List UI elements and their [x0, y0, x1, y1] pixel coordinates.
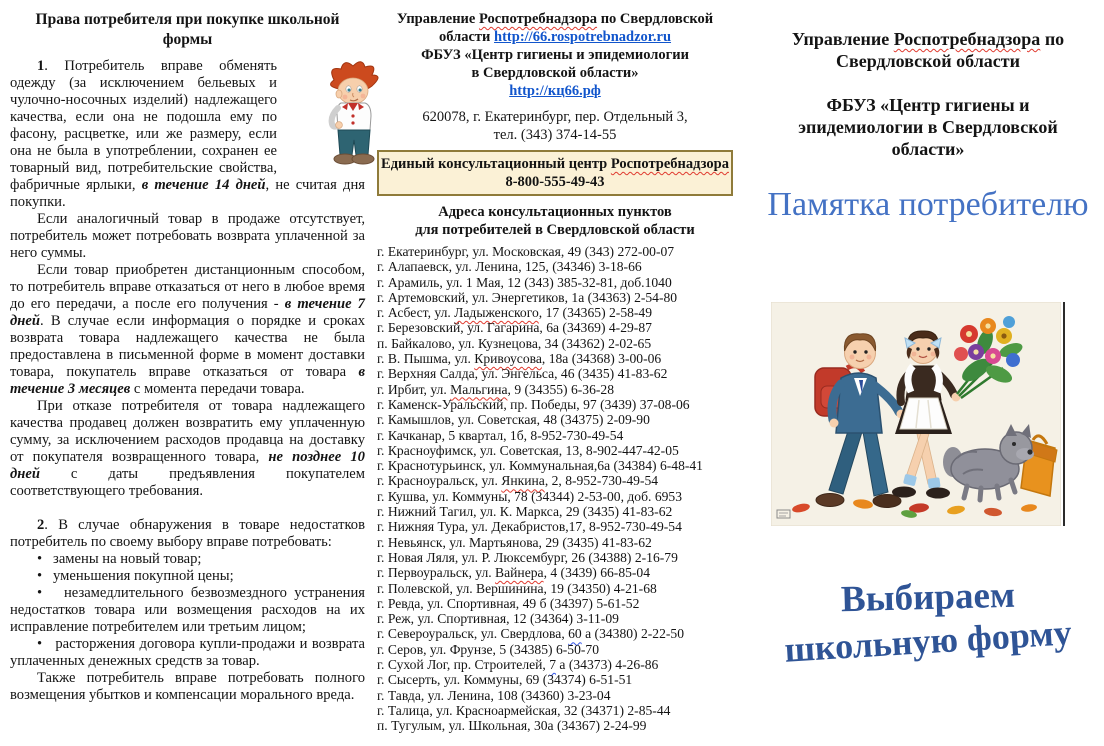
- postal-address-line: [377, 126, 733, 144]
- bullet-list: [10, 551, 365, 670]
- consultation-point-row: [377, 718, 733, 733]
- text-segment: Янкина: [501, 473, 545, 489]
- text-segment: , 2, 8-952-730-49-54: [544, 473, 659, 489]
- text-segment: Вайнера: [495, 565, 544, 581]
- text-segment: области»: [891, 139, 965, 159]
- text-segment: Если товар приобретен дистанционным способом, то потребитель вправе отказаться от него в любое время до его передачи, а после его получения -: [10, 262, 365, 312]
- text-segment: 2: [37, 517, 45, 533]
- text-segment: области: [438, 29, 495, 45]
- text-segment: • уменьшения покупной цены;: [37, 568, 234, 584]
- agency-header-line: [377, 82, 733, 100]
- text-segment: ФБУЗ «Центр гигиены и: [826, 95, 1030, 115]
- text-segment: п. Тугулым, ул. Школьная, 30а (34367) 2-24-99: [377, 718, 647, 734]
- paragraph-closing: [10, 670, 365, 704]
- text-segment: по Свердловской: [597, 11, 714, 27]
- text-segment: 1: [37, 58, 45, 74]
- text-segment: г. Краснотурьинск, ул. Коммунальная,6а (34384) 6-48-41: [377, 458, 703, 474]
- consultation-point-row: [377, 489, 733, 504]
- agency-header-line: [377, 46, 733, 64]
- text-segment: Мальгина: [450, 381, 508, 397]
- brochure-title-line2: школьную форму: [783, 612, 1073, 670]
- text-segment: не позднее 10 дней: [10, 449, 365, 482]
- text-segment: г. Березовский, ул. Гагарина, 6а (34369) 4-29-87: [377, 320, 652, 336]
- middle-column: [377, 10, 733, 734]
- consultation-point-row: [377, 428, 733, 443]
- brochure-title-line1: Выбираем: [840, 574, 1016, 621]
- text-segment: п. Байкалово, ул. Кузнецова, 34 (34362) 2-02-65: [377, 335, 652, 351]
- text-segment: Свердловской области: [835, 51, 1021, 71]
- consultation-point-row: [377, 382, 733, 397]
- text-segment: г. Нижний Тагил, ул. К. Маркса, 29 (3435) 41-83-62: [377, 504, 673, 520]
- text-segment: а (34380) 2-22-50: [581, 626, 685, 642]
- consultation-point-row: [377, 596, 733, 611]
- paragraph-return-terms: [10, 398, 365, 500]
- text-segment: г. Серов, ул. Фрунзе, 5 (34385) 6-50-70: [377, 641, 599, 657]
- consultation-point-row: [377, 412, 733, 427]
- paragraph-exchange-rights: [10, 58, 365, 211]
- text-segment: г. Невьянск, ул. Мартьянова, 29 (3435) 41-83-62: [377, 534, 652, 550]
- consultation-point-row: [377, 366, 733, 381]
- consultation-point-row: [377, 259, 733, 274]
- text-segment: , 18а (34368) 3-00-06: [541, 351, 662, 367]
- agency-header-line: [377, 28, 733, 46]
- text-segment: г. Красноуфимск, ул. Советская, 13, 8-902-447-42-05: [377, 442, 679, 458]
- text-segment: г. Кушва, ул. Коммуны, 78 (34344) 2-53-00, доб. 6953: [377, 488, 683, 504]
- consultation-point-row: [377, 672, 733, 687]
- text-segment: в течение 3 месяцев: [10, 364, 365, 397]
- text-segment: г. Полевской, ул. Вершинина, 19 (34350) 4-21-68: [377, 580, 657, 596]
- text-segment: в Свердловской области»: [471, 65, 639, 81]
- consultation-point-row: [377, 336, 733, 351]
- text-segment: , 9 (34355) 6-36-28: [507, 381, 614, 397]
- paragraph-defects-intro: [10, 517, 365, 551]
- text-segment: Кривоусова: [474, 351, 542, 367]
- consultation-points-heading-line: [377, 221, 733, 239]
- text-segment: ФБУЗ «Центр гигиены и эпидемиологии: [421, 47, 689, 63]
- consultation-point-row: [377, 443, 733, 458]
- cartoon-boy-red-hair-icon: [285, 58, 365, 168]
- hotline-line: [381, 155, 729, 173]
- bullet-item: [10, 636, 365, 670]
- text-segment: Роспотребнадзора: [610, 156, 729, 172]
- agency-header-line: [377, 10, 733, 28]
- cover-doc-title: Памятка потребителю: [767, 186, 1089, 223]
- text-segment: г. Арамиль, ул. 1 Мая, 12 (343) 385-32-81, доб.1040: [377, 274, 672, 290]
- text-segment: . Потребитель вправе обменять одежду (за исключением бельевых и чулочно-носочных изделий) надлежащего качества, если она не подошла ему по фасону, расцветке, или же размеру, если она не была в употреблении, сохранен ее товарный вид, потребительские свойства, фабричные ярлыки,: [10, 58, 277, 193]
- text-segment: Единый консультационный центр: [381, 156, 611, 172]
- text-segment: , не считая дня покупки.: [10, 177, 365, 210]
- consultation-point-row: [377, 550, 733, 565]
- consultation-point-row: [377, 320, 733, 335]
- text-segment: эпидемиологии в Свердловской: [798, 117, 1058, 137]
- text-segment: с даты предъявления покупателем соответствующего требования.: [10, 466, 365, 499]
- cover-org-line: [756, 28, 1100, 50]
- text-segment: в течение 7 дней: [10, 296, 365, 329]
- text-segment: с момента передачи товара.: [130, 381, 305, 397]
- bullet-item: [10, 551, 365, 568]
- cover-org-line: [756, 50, 1100, 72]
- text-segment: г. Асбест, ул.: [377, 305, 455, 321]
- cover-brochure-title: [756, 574, 1100, 670]
- text-segment: а (34373) 4-26-86: [556, 657, 659, 673]
- text-segment: г. Талица, ул. Красноармейская, 32 (34371) 2-85-44: [377, 702, 671, 718]
- consultation-point-row: [377, 657, 733, 672]
- left-column: [10, 10, 365, 704]
- text-segment: 8-800-555-49-43: [505, 174, 605, 190]
- cover-org-name-1: [756, 28, 1100, 72]
- consultation-points-heading-line: [377, 203, 733, 221]
- consultation-point-row: [377, 519, 733, 534]
- text-segment: Управление: [396, 11, 479, 27]
- text-segment: по: [1040, 29, 1065, 49]
- consultation-point-row: [377, 626, 733, 641]
- cover-org-line: [756, 94, 1100, 116]
- text-segment: г. Алапаевск, ул. Ленина, 125, (34346) 3-18-66: [377, 259, 642, 275]
- text-segment: г. Качканар, 5 квартал, 1б, 8-952-730-49-54: [377, 427, 624, 443]
- text-segment: для потребителей в Свердловской области: [415, 222, 695, 238]
- text-segment: 7: [549, 657, 557, 673]
- text-segment: г. Североуральск, ул. Свердлова,: [377, 626, 569, 642]
- text-segment: г. Ревда, ул. Спортивная, 49 б (34397) 5-61-52: [377, 595, 640, 611]
- text-segment: г. Артемовский, ул. Энергетиков, 1а (34363) 2-54-80: [377, 289, 678, 305]
- text-segment: г. Реж, ул. Спортивная, 12 (34364) 3-11-09: [377, 611, 619, 627]
- cover-org-name-2: [756, 94, 1100, 160]
- text-segment: • расторжения договора купли-продажи и возврата уплаченных денежных средств за товар.: [10, 636, 365, 669]
- consultation-point-row: [377, 397, 733, 412]
- paragraph-refund: [10, 211, 365, 262]
- consultation-points-list: [377, 244, 733, 734]
- text-segment: г. Новая Ляля, ул. Р. Люксембург, 26 (34388) 2-16-79: [377, 549, 678, 565]
- text-segment: г. Камышлов, ул. Советская, 48 (34375) 2-09-90: [377, 412, 650, 428]
- consultation-point-row: [377, 305, 733, 320]
- text-segment: • замены на новый товар;: [37, 551, 202, 567]
- text-segment: 60: [568, 626, 582, 642]
- text-segment: 620078, г. Екатеринбург, пер. Отдельный 3,: [422, 109, 688, 125]
- consultation-point-row: [377, 473, 733, 488]
- text-segment: г. Первоуральск, ул.: [377, 565, 496, 581]
- consultation-point-row: [377, 504, 733, 519]
- consultation-point-row: [377, 244, 733, 259]
- text-segment: . В случае если информация о порядке и сроках возврата товара надлежащего качества не была предоставлена в письменной форме в момент доставки товара, покупатель вправе отказаться от товара: [10, 313, 365, 380]
- consultation-point-row: [377, 611, 733, 626]
- bullet-item: [10, 568, 365, 585]
- text-segment: Если аналогичный товар в продаже отсутствует, потребитель может потребовать возврата уплаченной за него суммы.: [10, 211, 365, 261]
- text-segment: г. Нижняя Тура, ул. Декабристов,17, 8-952-730-49-54: [377, 519, 682, 535]
- text-segment: г. Екатеринбург, ул. Московская, 49 (343) 272-00-07: [377, 244, 675, 259]
- consultation-point-row: [377, 351, 733, 366]
- text-segment: г. Сухой Лог, пр. Строителей,: [377, 657, 550, 673]
- consultation-point-row: [377, 642, 733, 657]
- text-segment: Управление: [791, 29, 894, 49]
- text-segment: г. Тавда, ул. Ленина, 108 (34360) 3-23-04: [377, 687, 611, 703]
- consultation-point-row: [377, 703, 733, 718]
- consultation-point-row: [377, 535, 733, 550]
- hyperlink[interactable]: http://66.rospotrebnadzor.ru: [494, 29, 672, 45]
- schoolchildren-illustration: [771, 302, 1061, 526]
- text-segment: г. Сысерть, ул. Коммуны, 69 (34374) 6-51-51: [377, 672, 633, 688]
- text-segment: • незамедлительного безвозмездного устранения недостатков товара или возмещения расходов на их исправление потребителем или третьим лицом;: [10, 585, 365, 635]
- text-segment: Также потребитель вправе потребовать полного возмещения убытков и компенсации морального вреда.: [10, 670, 365, 703]
- text-segment: Ладыженского: [454, 305, 539, 321]
- text-segment: , 4 (3439) 66-85-04: [543, 565, 651, 581]
- consultation-point-row: [377, 565, 733, 580]
- postal-address: [377, 108, 733, 144]
- text-segment: Роспотребнадзора: [478, 11, 598, 27]
- text-segment: г. Каменск-Уральский, пр. Победы, 97 (3439) 37-08-06: [377, 396, 690, 412]
- text-segment: г. В. Пышма, ул.: [377, 351, 475, 367]
- bullet-item: [10, 585, 365, 636]
- consultation-point-row: [377, 275, 733, 290]
- cover-org-line: [756, 116, 1100, 138]
- text-segment: Роспотребнадзора: [893, 29, 1041, 49]
- consultation-point-row: [377, 581, 733, 596]
- text-segment: При отказе потребителя от товара надлежащего качества продавец должен возвратить ему уплаченную сумму, за исключением расходов продавца на доставку от покупателя возвращенного товара,: [10, 398, 365, 465]
- hyperlink[interactable]: http://кц66.рф: [509, 83, 601, 99]
- consultation-point-row: [377, 688, 733, 703]
- consultation-points-heading: [377, 203, 733, 239]
- consultation-point-row: [377, 458, 733, 473]
- hotline-line: [381, 173, 729, 191]
- cover-org-line: [756, 138, 1100, 160]
- agency-header: [377, 10, 733, 100]
- left-column-title: Права потребителя при покупке школьной формы: [35, 11, 340, 48]
- text-segment: г. Красноуральск, ул.: [377, 473, 502, 489]
- paragraph-distance-purchase: [10, 262, 365, 398]
- text-segment: тел. (343) 374-14-55: [493, 127, 617, 143]
- text-segment: в течение 14 дней: [141, 177, 266, 193]
- agency-header-line: [377, 64, 733, 82]
- text-segment: г. Ирбит, ул.: [377, 381, 451, 397]
- text-segment: , 17 (34365) 2-58-49: [538, 305, 653, 321]
- postal-address-line: [377, 108, 733, 126]
- vertical-divider-line: [1063, 302, 1065, 526]
- hotline-box: [377, 150, 733, 196]
- text-segment: . В случае обнаружения в товаре недостатков потребитель по своему выбору вправе потребовать:: [10, 517, 365, 550]
- consultation-point-row: [377, 290, 733, 305]
- text-segment: г. Верхняя Салда, ул. Энгельса, 46 (3435) 41-83-62: [377, 366, 668, 382]
- text-segment: Адреса консультационных пунктов: [438, 204, 672, 220]
